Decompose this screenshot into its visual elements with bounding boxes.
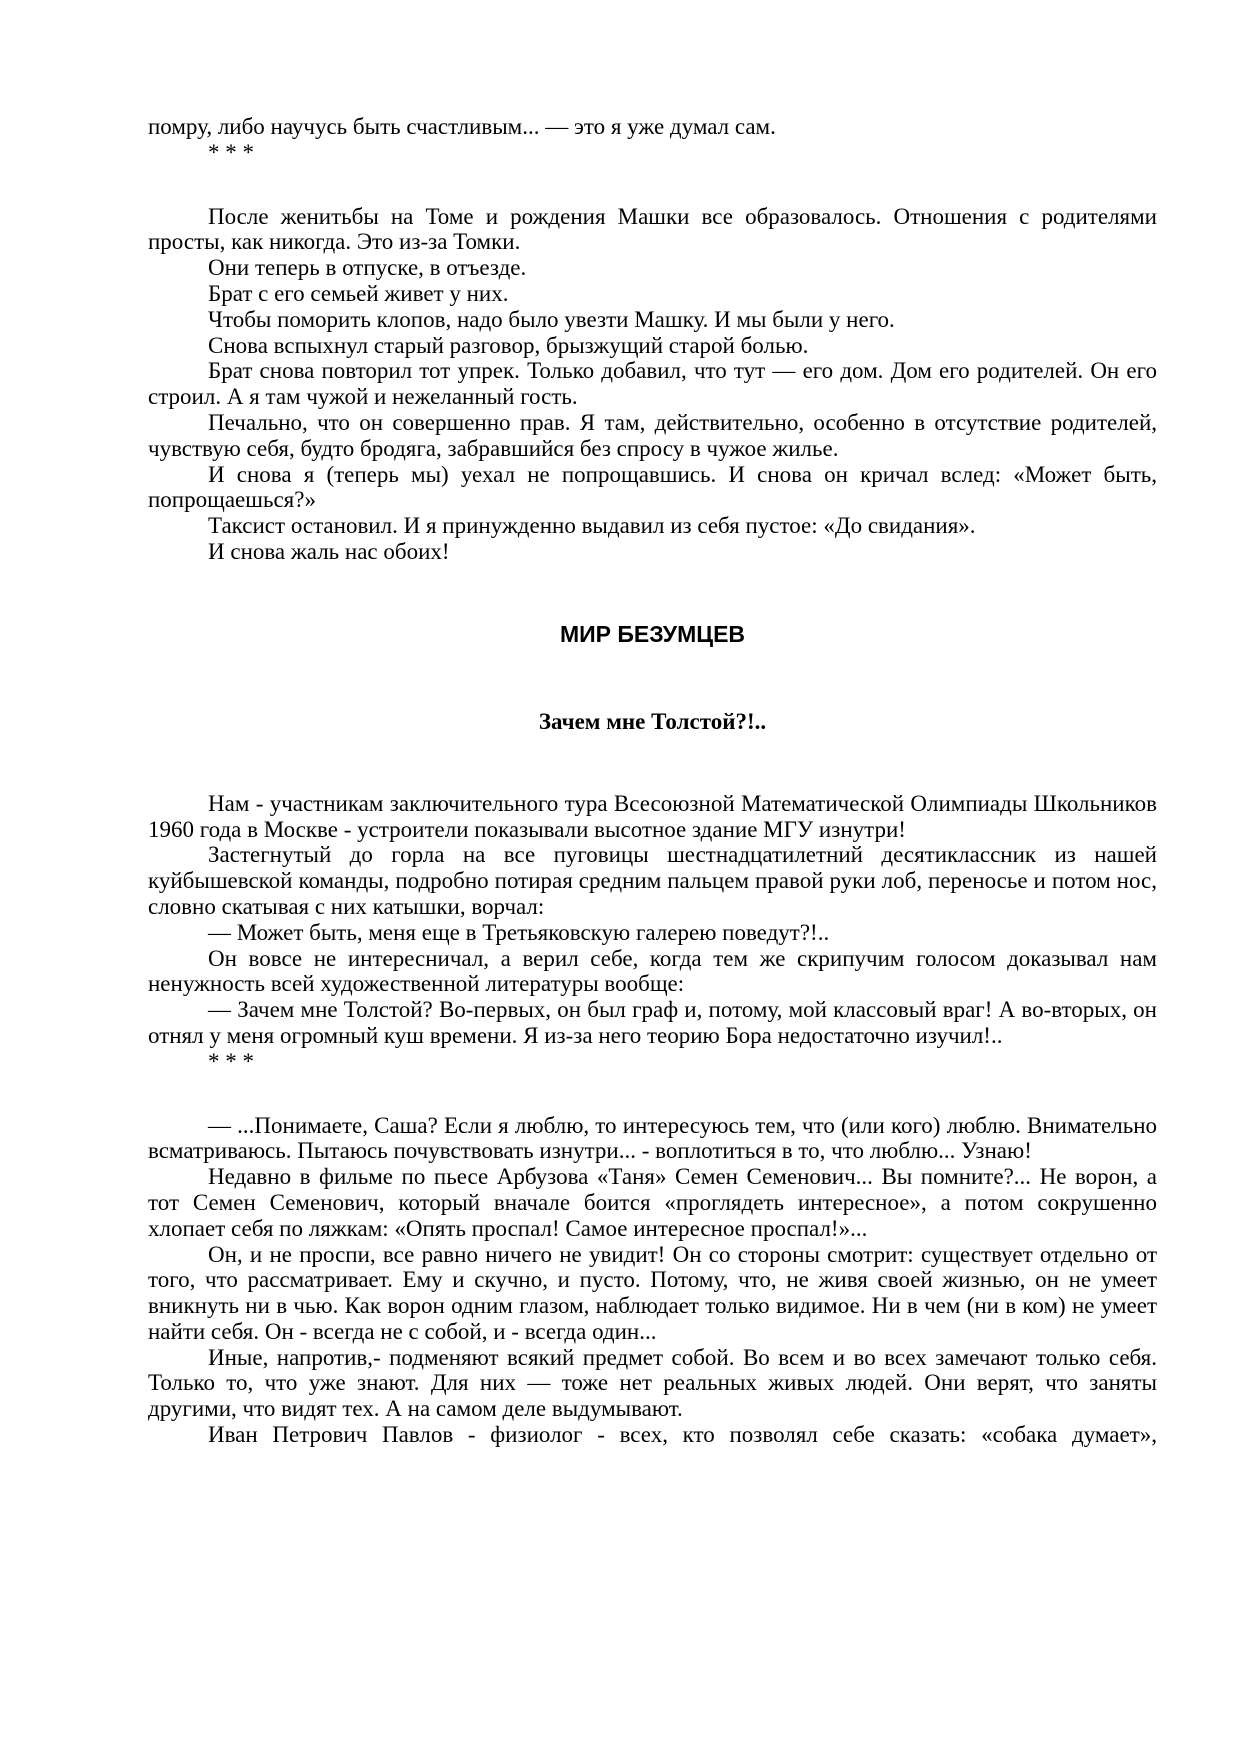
paragraph-continues: Иван Петрович Павлов - физиолог - всех, кто позволял себе сказать: «собака думает», [208,1422,1157,1448]
paragraph: Чтобы поморить клопов, надо было увезти Машку. И мы были у него. [208,306,895,332]
paragraph: И снова я (теперь мы) уехал не попрощавшись. И снова он кричал вслед: «Может быть, попрощаешься?» [148,461,1157,513]
paragraph: Брат с его семьей живет у них. [208,280,509,306]
paragraph: — ...Понимаете, Саша? Если я люблю, то интересуюсь тем, что (или кого) люблю. Внимательно всматриваюсь. Пытаюсь почувствовать изнутри... - воплотиться в то, что люблю... Узнаю! [148,1112,1157,1164]
chapter-title: МИР БЕЗУМЦЕВ [559,620,746,647]
paragraph: Он, и не проспи, все равно ничего не увидит! Он со стороны смотрит: существует отдельно от того, что рассматривает. Ему и скучно, и пусто. Потому, что, не живя своей жизнью, он не умеет вникнуть ни в чью. Как ворон одним глазом, наблюдает только видимое. Ни в чем (ни в ком) не умеет найти себя. Он - всегда не с собой, и - всегда один... [148,1241,1157,1344]
paragraph: Недавно в фильме по пьесе Арбузова «Таня» Семен Семенович... Вы помните?... Не ворон, а тот Семен Семенович, который вначале боится «проглядеть интересное», а потом сокрушенно хлопает себя по ляжкам: «Опять проспал! Самое интересное проспал!»... [148,1164,1157,1241]
paragraph: Нам - участникам заключительного тура Всесоюзной Математической Олимпиады Школьников 1960 года в Москве - устроители показывали высотное здание МГУ изнутри! [148,790,1157,842]
spacer [148,565,1157,621]
paragraph: Снова вспыхнул старый разговор, брызжущий старой болью. [208,332,809,358]
section-separator: * * * [208,139,254,165]
paragraph: Иные, напротив,- подменяют всякий предмет собой. Во всем и во всех замечают только себя. Только то, что уже знают. Для них — тоже нет реальных живых людей. Они верят, что заняты другими, что видят тех. А на самом деле выдумывают. [148,1344,1157,1422]
paragraph: Застегнутый до горла на все пуговицы шестнадцатилетний десятиклассник из нашей куйбышевской команды, подробно потирая средним пальцем правой руки лоб, переносье и потом нос, словно скатывая с них катышки, ворчал: [148,842,1157,919]
paragraph: После женитьбы на Томе и рождения Машки все образовалось. Отношения с родителями просты, как никогда. Это из-за Томки. [148,203,1157,255]
paragraph: Таксист остановил. И я принужденно выдавил из себя пустое: «До свидания». [208,513,976,539]
paragraph: Брат снова повторил тот упрек. Только добавил, что тут — его дом. Дом его родителей. Он его строил. А я там чужой и нежеланный гость. [148,358,1157,410]
paragraph: Они теперь в отпуске, в отъезде. [208,255,527,281]
spacer [148,166,1157,204]
spacer [148,647,1157,709]
paragraph: Он вовсе не интересничал, а верил себе, когда тем же скрипучим голосом доказывал нам ненужность всей художественной литературы вообще: [148,945,1157,997]
section-separator: * * * [208,1048,254,1074]
paragraph: И снова жаль нас обоих! [208,538,450,564]
paragraph: — Может быть, меня еще в Третьяковскую галерею поведут?!.. [208,919,830,945]
document-page [148,114,1157,1448]
paragraph: — Зачем мне Толстой? Во-первых, он был граф и, потому, мой классовый враг! А во-вторых, он отнял у меня огромный куш времени. Я из-за него теорию Бора недостаточно изучил!.. [148,997,1157,1048]
paragraph-continuation: помру, либо научусь быть счастливым... — это я уже думал сам. [148,114,776,139]
spacer [148,1075,1157,1113]
paragraph: Печально, что он совершенно прав. Я там, действительно, особенно в отсутствие родителей, чувствую себя, будто бродяга, забравшийся без спросу в чужое жилье. [148,409,1157,461]
spacer [148,735,1157,791]
section-title: Зачем мне Толстой?!.. [538,708,767,734]
